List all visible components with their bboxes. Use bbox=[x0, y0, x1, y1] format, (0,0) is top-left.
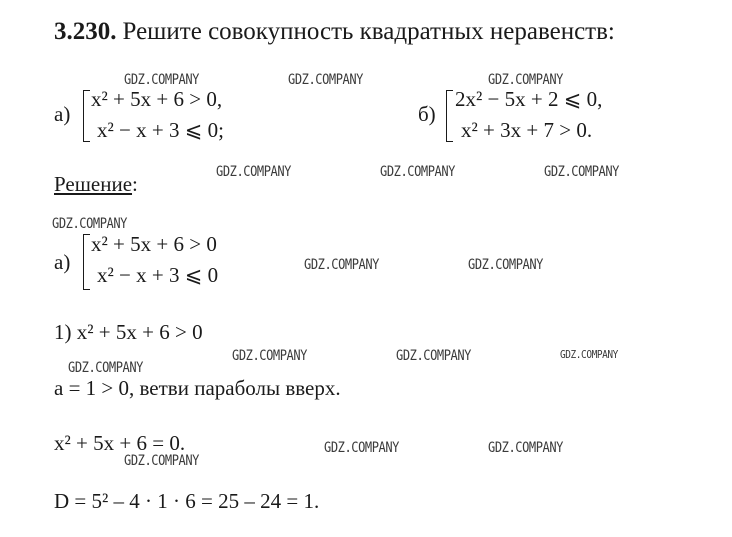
watermark: GDZ.COMPANY bbox=[304, 257, 380, 273]
watermark: GDZ.COMPANY bbox=[544, 164, 620, 180]
watermark: GDZ.COMPANY bbox=[232, 348, 308, 364]
problem-b-line1: 2x² − 5x + 2 ⩽ 0, bbox=[455, 87, 603, 111]
solution-a-line1: x² + 5x + 6 > 0 bbox=[91, 232, 217, 256]
watermark: GDZ.COMPANY bbox=[216, 164, 292, 180]
solution-heading-colon: : bbox=[132, 172, 138, 196]
watermark: GDZ.COMPANY bbox=[560, 348, 618, 361]
bracket-b bbox=[446, 90, 453, 142]
problem-a-label: а) bbox=[54, 102, 71, 126]
problem-title bbox=[54, 18, 615, 46]
problem-b-line2: x² + 3x + 7 > 0. bbox=[461, 118, 593, 142]
watermark: GDZ.COMPANY bbox=[324, 440, 400, 456]
solution-step-4: D = 5² – 4 · 1 · 6 = 25 – 24 = 1. bbox=[54, 489, 320, 513]
watermark: GDZ.COMPANY bbox=[396, 348, 472, 364]
watermark: GDZ.COMPANY bbox=[488, 440, 564, 456]
problem-b-label: б) bbox=[418, 102, 436, 126]
problem-a-line1: x² + 5x + 6 > 0, bbox=[91, 87, 223, 111]
problem-statement: Решите совокупность квадратных неравенств: bbox=[122, 18, 615, 45]
watermark: GDZ.COMPANY bbox=[380, 164, 456, 180]
problem-a-line2: x² − x + 3 ⩽ 0; bbox=[97, 118, 224, 142]
problem-number: 3.230. bbox=[54, 18, 117, 45]
watermark: GDZ.COMPANY bbox=[68, 360, 144, 376]
solution-heading bbox=[54, 172, 138, 197]
solution-step-3: x² + 5x + 6 = 0. bbox=[54, 431, 186, 455]
bracket-a bbox=[83, 90, 90, 142]
bracket-solution-a bbox=[83, 234, 90, 290]
watermark: GDZ.COMPANY bbox=[124, 453, 200, 469]
solution-step-2: a = 1 > 0, ветви параболы вверх. bbox=[54, 376, 341, 400]
watermark: GDZ.COMPANY bbox=[288, 72, 364, 88]
solution-a-line2: x² − x + 3 ⩽ 0 bbox=[97, 263, 219, 287]
solution-step-1: 1) x² + 5x + 6 > 0 bbox=[54, 320, 203, 344]
watermark: GDZ.COMPANY bbox=[124, 72, 200, 88]
solution-heading-text: Решение bbox=[54, 172, 133, 196]
solution-a-label: а) bbox=[54, 250, 71, 274]
watermark: GDZ.COMPANY bbox=[468, 257, 544, 273]
watermark: GDZ.COMPANY bbox=[52, 216, 128, 232]
watermark: GDZ.COMPANY bbox=[488, 72, 564, 88]
